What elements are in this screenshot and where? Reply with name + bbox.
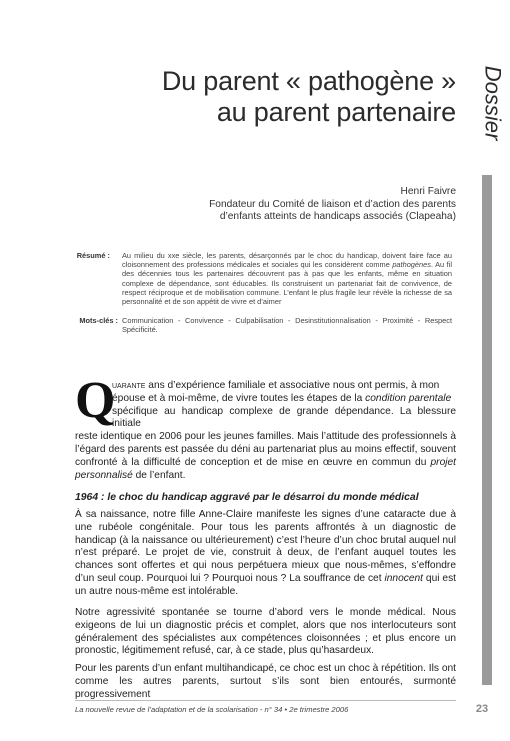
intro-line-2-text: épouse et à moi-même, de vivre toutes les étapes de la: [112, 392, 366, 404]
intro-rest-part-1: reste identique en 2006 pour les jeunes familles. Mais l’attitude des professionnels à l’égard des parents est passée du déni au partenariat plus au moins effectif, souvent confronté à la difficulté de conception et de mise en œuvre en commun du: [75, 431, 456, 468]
drop-cap: Q: [75, 372, 116, 429]
body-paragraph-3: Pour les parents d’un enfant multihandicapé, ce choc est un choc à répétition. Ils ont comme les autres parents, surtout s’ils sont bien entourés, surmonté progressivement: [75, 663, 456, 700]
section-subheading: 1964 : le choc du handicap aggravé par le désarroi du monde médical: [75, 492, 419, 503]
intro-paragraph: [75, 372, 456, 482]
intro-smallcaps: uarante: [112, 380, 146, 391]
abstract-text-part-2: . Au fil des décennies tous les partenaires découvrent pas à pas que les enfants, même en situation complexe de dépendance, sont éducables. Ils construisent un partenariat fait de convivence, de respect réciproque et de mobilisation commune. L’enfant le plus fragile leur révèle la richesse de sa personnalité et de son appétit de vivre et d’aimer: [122, 260, 452, 307]
author-affiliation-1: Fondateur du Comité de liaison et d’action des parents: [209, 198, 456, 210]
intro-line-2: [75, 393, 456, 406]
page-number: 23: [475, 703, 489, 715]
section-label-text: Dossier: [480, 65, 506, 141]
body-paragraph-1: [75, 509, 456, 599]
keywords-text: Communication - Convivence - Culpabilisation - Desinstitutionnalisation - Proximité - Respect Spécificité.: [122, 316, 452, 335]
title-line-2: au parent partenaire: [216, 97, 456, 127]
para-1-part-1: À sa naissance, notre fille Anne-Claire manifeste les signes d’une cataracte due à une rubéole congénitale. Pour tous les parents affrontés à un diagnostic de handicap (à la naissance ou ultérieurement) c’est l’heure d’un choc brutal auquel nul n’est préparé. Le projet de vie, construit à deux, de l’enfant auquel toutes les chances sont offertes et qui nous perpétuera mieux que nous-mêmes, s’effondre d’un seul coup. Pourquoi lui ? Pourquoi nous ? La souffrance de cet: [75, 509, 456, 584]
intro-line-1: [75, 380, 456, 393]
intro-rest-part-2: de l’enfant.: [132, 469, 186, 481]
abstract-text-part-1: Au milieu du xxe siècle, les parents, désarçonnés par le choc du handicap, doivent faire face au cloisonnement des professions médicales et sociales qui les considèrent comme: [122, 251, 452, 270]
title-line-1: Du parent « pathogène »: [161, 66, 456, 96]
intro-line-2-emphasis: condition parentale: [365, 392, 452, 404]
section-label: [478, 58, 506, 148]
intro-rest-emphasis: projet personnalisé: [75, 456, 456, 481]
para-1-part-2: qui est un autre nous-même est intolérable.: [75, 572, 456, 597]
keywords-label: Mots-clés :: [79, 316, 118, 325]
abstract-text: [122, 251, 452, 306]
footer-divider: [75, 700, 456, 701]
abstract-label: Résumé :: [76, 251, 110, 260]
article-title: [60, 66, 456, 128]
intro-line-1-rest: ans d’expérience familiale et associative nous ont permis, à mon: [145, 380, 440, 391]
author-affiliation-2: d’enfants atteints de handicaps associés (Clapeaha): [219, 211, 456, 223]
side-accent-bar: [482, 175, 492, 685]
author-name: Henri Faivre: [400, 186, 456, 197]
abstract-emphasis: pathogènes: [392, 260, 431, 270]
running-footer: La nouvelle revue de l’adaptation et de la scolarisation - n° 34 • 2e trimestre 2006: [75, 705, 349, 714]
intro-line-3: spécifique au handicap complexe de grande dépendance. La blessure initiale: [112, 405, 456, 430]
author-block: [150, 186, 456, 224]
body-paragraph-2: Notre agressivité spontanée se tourne d’abord vers le monde médical. Nous exigeons de lui un diagnostic précis et complet, alors que nos interlocuteurs sont généralement des spécialistes aux compétences cloisonnées ; et plus encore un pronostic, légitimement refusé, car, à ce stade, plus qu’hasardeux.: [75, 607, 456, 657]
intro-rest: [75, 431, 456, 480]
para-1-emphasis: innocent: [384, 572, 423, 584]
